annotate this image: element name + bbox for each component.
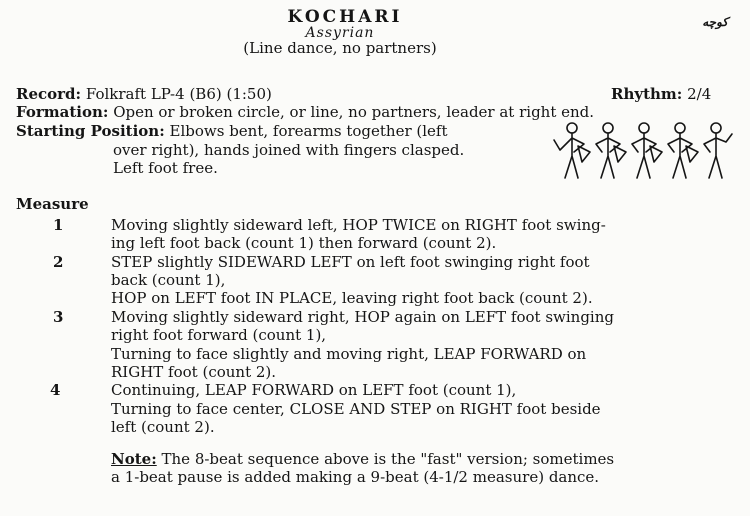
formation-line: [16, 103, 594, 121]
measure-4-line-2: Turning to face center, CLOSE AND STEP on RIGHT foot beside: [111, 400, 601, 418]
measure-3-line-1: Moving slightly sideward right, HOP again on LEFT foot swinging: [111, 308, 614, 326]
handwritten-corner-note: ﻛﻮﭼﻪ: [702, 15, 728, 29]
measure-number-3: 3: [53, 308, 64, 326]
note-line-2: a 1-beat pause is added making a 9-beat (4-1/2 measure) dance.: [111, 468, 600, 486]
starting-position-line-1: [16, 122, 447, 140]
handwritten-annotation: Assyrian: [305, 25, 375, 41]
note-label: Note:: [111, 450, 157, 468]
measure-heading: Measure: [16, 195, 89, 213]
starting-position-label: Starting Position:: [16, 122, 165, 140]
dancer-figure: [554, 123, 590, 178]
measure-3-line-4: RIGHT foot (count 2).: [111, 363, 277, 381]
record-value: Folkraft LP-4 (B6) (1:50): [85, 85, 272, 103]
measure-2-line-3: HOP on LEFT foot IN PLACE, leaving right foot back (count 2).: [111, 289, 593, 307]
dancer-figure: [632, 123, 662, 178]
note-text-1: The 8-beat sequence above is the "fast" version; sometimes: [156, 450, 615, 468]
record-label: Record:: [16, 85, 82, 103]
dancer-figure: [596, 123, 626, 178]
dancer-figure: [704, 123, 732, 178]
rhythm-line: [611, 85, 711, 103]
rhythm-value: 2/4: [687, 85, 712, 103]
measure-2-line-2: back (count 1),: [111, 271, 226, 289]
formation-value: Open or broken circle, or line, no partners, leader at right end.: [113, 103, 595, 121]
measure-1-line-1: Moving slightly sideward left, HOP TWICE on RIGHT foot swing-: [111, 216, 606, 234]
starting-position-text-1: Elbows bent, forearms together (left: [169, 122, 448, 140]
measure-number-2: 2: [53, 253, 64, 271]
page-subtitle: (Line dance, no partners): [243, 39, 437, 57]
dancer-figure: [668, 123, 698, 178]
formation-label: Formation:: [16, 103, 109, 121]
record-line: [16, 85, 272, 103]
measure-3-line-3: Turning to face slightly and moving right, LEAP FORWARD on: [111, 345, 587, 363]
measure-2-line-1: STEP slightly SIDEWARD LEFT on left foot swinging right foot: [111, 253, 590, 271]
measure-number-4: 4: [50, 381, 61, 399]
dancers-illustration: [552, 120, 742, 182]
measure-number-1: 1: [53, 216, 64, 234]
measure-1-line-2: ing left foot back (count 1) then forward (count 2).: [111, 234, 497, 252]
note-line-1: [111, 450, 614, 468]
starting-position-text-2: over right), hands joined with fingers clasped.: [113, 141, 465, 159]
page-title: KOCHARI: [287, 7, 403, 27]
starting-position-text-3: Left foot free.: [113, 159, 218, 177]
measure-4-line-1: Continuing, LEAP FORWARD on LEFT foot (count 1),: [111, 381, 517, 399]
rhythm-label: Rhythm:: [611, 85, 683, 103]
measure-4-line-3: left (count 2).: [111, 418, 215, 436]
measure-3-line-2: right foot forward (count 1),: [111, 326, 327, 344]
